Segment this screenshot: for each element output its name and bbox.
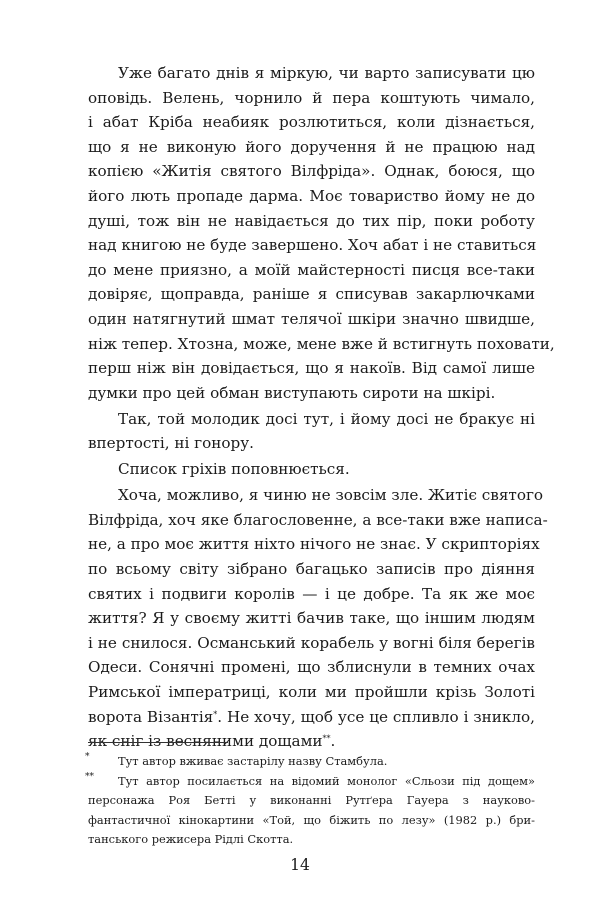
text-line: Уже багато днів я міркую, чи варто записувати цю xyxy=(118,64,535,82)
paragraph-4 xyxy=(88,483,548,754)
text-line: його лють пропаде дарма. Моє товариство йому не до xyxy=(88,186,535,205)
paragraph-3 xyxy=(88,457,535,482)
text-line: до мене приязно, а моїй майстерності писця все-таки xyxy=(88,260,535,279)
text-line: копією «Житія святого Вілфріда». Однак, боюся, що xyxy=(88,162,535,181)
footnote-line: танського режисера Рідлі Скотта. xyxy=(88,832,294,847)
footnote-marker: * xyxy=(85,752,90,762)
text-line: оповідь. Велень, чорнило й пера коштують чимало, xyxy=(88,88,535,107)
footnote-1 xyxy=(85,752,535,772)
text-line: душі, тож він не навідається до тих пір, поки роботу xyxy=(88,211,535,230)
text-line: Список гріхів поповнюється. xyxy=(118,460,350,479)
text-line: Одеси. Сонячні промені, що зблиснули в темних очах xyxy=(88,658,535,677)
text-line: і абат Кріба неабияк розлютиться, коли дізнається, xyxy=(88,113,535,132)
paragraph-1 xyxy=(88,61,555,405)
text-line: що я не виконую його доручення й не працюю над xyxy=(88,137,535,156)
footnotes xyxy=(85,752,535,850)
footnote-line: фантастичної кінокартини «Той, що біжить по лезу» (1982 р.) бри- xyxy=(88,812,535,827)
paragraph-2 xyxy=(88,407,535,456)
text-line: Римської імператриці, коли ми пройшли крізь Золоті xyxy=(88,683,535,702)
text-line: і не снилося. Османський корабель у вогні біля берегів xyxy=(88,633,535,652)
text-segment: . xyxy=(330,732,336,751)
text-line: ніж тепер. Хтозна, може, мене вже й встигнуть поховати, xyxy=(88,334,555,353)
text-line: думки про цей обман виступають сироти на шкірі. xyxy=(88,383,496,402)
text-line-with-footnote xyxy=(88,705,535,730)
text-line: впертості, ні гонору. xyxy=(88,434,255,453)
footnote-marker: ** xyxy=(85,771,94,782)
text-line: Так, той молодик досі тут, і йому досі не бракує ні xyxy=(118,409,535,428)
text-segment: . Не хочу, щоб усе це спливло і зникло, xyxy=(217,707,535,726)
footnote-ref-1[interactable]: * xyxy=(213,709,218,719)
text-line: довіряє, щоправда, раніше я списував закарлючками xyxy=(88,285,535,304)
footnote-2 xyxy=(85,771,535,850)
text-line: Вілфріда, хоч яке благословенне, а все-таки вже написа- xyxy=(88,510,548,529)
text-line: один натягнутий шмат телячої шкіри значно швидше, xyxy=(88,309,535,328)
text-line: перш ніж він довідається, що я накоїв. Від самої лише xyxy=(88,359,535,378)
text-line: Хоча, можливо, я чиню не зовсім зле. Житіє святого xyxy=(118,486,544,505)
text-segment: як сніг із весняними дощами xyxy=(88,732,323,751)
main-text xyxy=(88,61,555,755)
text-line: по всьому світу зібрано багацько записів про діяння xyxy=(88,560,535,579)
text-line: не, а про моє життя ніхто нічого не знає. У скрипторіях xyxy=(88,535,540,554)
footnote-ref-2[interactable]: ** xyxy=(322,734,331,744)
text-line: святих і подвиги королів — і це добре. Та як же моє xyxy=(88,584,535,603)
footnote-line: персонажа Роя Бетті у виконанні Рутґера Гауера з науково- xyxy=(88,793,535,808)
text-line: життя? Я у своєму житті бачив таке, що іншим людям xyxy=(88,609,535,628)
footnote-line: Тут автор вживає застарілу назву Стамбула. xyxy=(118,754,388,768)
footnote-line: Тут автор посилається на відомий монолог «Сльози під дощем» xyxy=(118,773,535,788)
text-line: над книгою не буде завершено. Хоч абат і не ставиться xyxy=(88,236,537,255)
page-number: 14 xyxy=(290,856,310,874)
footnote-divider xyxy=(88,742,228,743)
text-segment: ворота Візантія xyxy=(88,707,214,726)
